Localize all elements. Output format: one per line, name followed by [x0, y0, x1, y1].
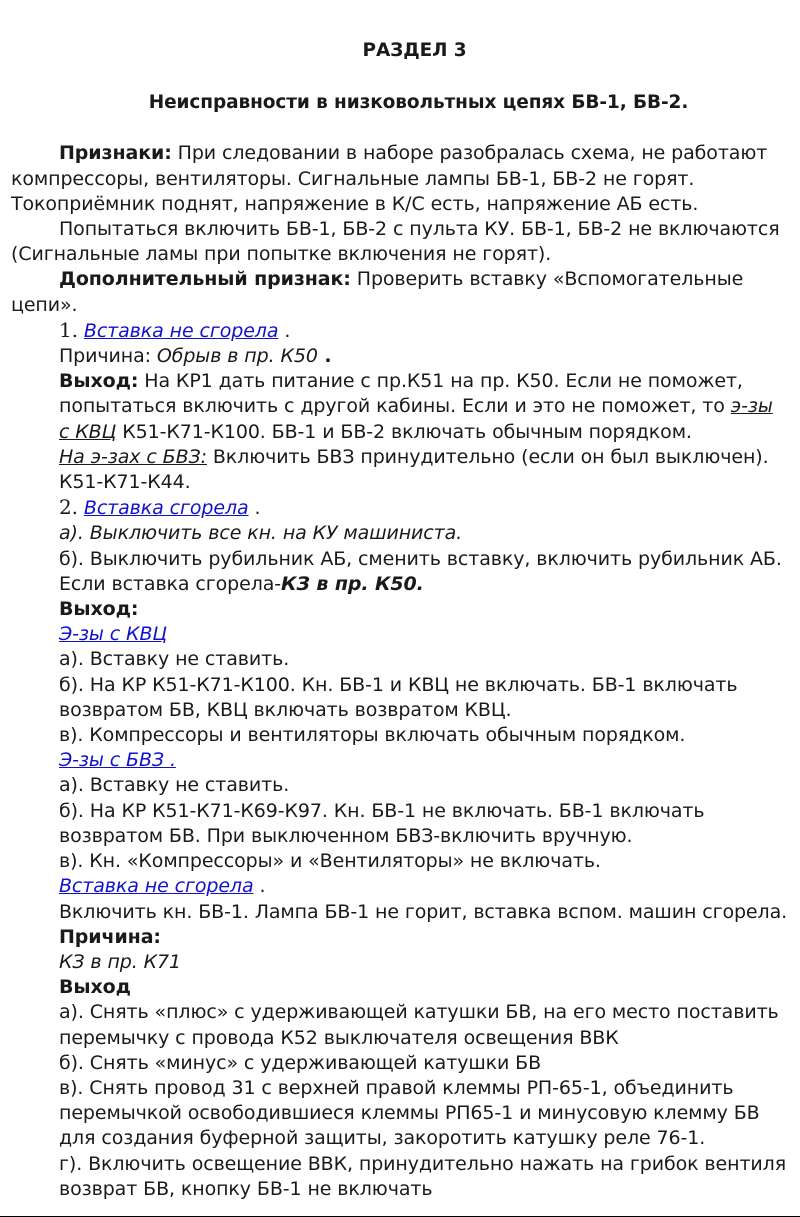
kvc-heading — [59, 622, 788, 647]
exit-2-label: Выход: — [59, 598, 139, 621]
bvz-1-text: Включить БВЗ принудительно (если он был выключен). К51-К71-К44. — [59, 445, 769, 494]
kvc-step-a: а). Вставку не ставить. — [59, 648, 290, 671]
extra-symptom-label: Дополнительный признак: — [59, 268, 351, 291]
document-title: Неисправности в низковольтных цепях БВ-1, БВ-2. — [148, 92, 689, 114]
not-burnt-link[interactable]: Вставка не сгорела — [59, 875, 254, 898]
cause-1-line — [59, 344, 788, 369]
burnt-line — [59, 572, 788, 597]
symptoms-paragraph — [11, 141, 788, 217]
exit-3-label: Выход — [59, 976, 131, 999]
bvz-2-step-a: а). Вставку не ставить. — [59, 774, 290, 797]
exit-1-paragraph — [59, 369, 788, 445]
cause-1-tail: . — [317, 345, 332, 368]
case-2-tail: . — [248, 497, 261, 520]
case-2-link[interactable]: Вставка сгорела — [83, 497, 249, 520]
kvc-step-c: в). Компрессоры и вентиляторы включать обычным порядком. — [59, 724, 686, 747]
cause-1-text: Обрыв в пр. К50 — [150, 345, 318, 368]
symptoms-label: Признаки: — [59, 142, 172, 165]
case-1-number: 1. — [59, 317, 78, 342]
case-1-heading — [59, 318, 788, 344]
extra-symptom-text: Проверить вставку «Вспомогательные цепи». — [11, 268, 744, 316]
attempt-paragraph: Попытаться включить БВ-1, БВ-2 с пульта КУ. БВ-1, БВ-2 не включаются (Сигнальные ламы при попытке включения не горят). — [11, 218, 780, 266]
exit-3-step-a: а). Снять «плюс» с удерживающей катушки БВ, на его место поставить перемычку с провода К52 выключателя освещения ВВК — [59, 1001, 779, 1049]
exit-1-text-2: К51-К71-К100. БВ-1 и БВ-2 включать обычным порядком. — [116, 420, 692, 443]
step-a-line: а). Выключить все кн. на КУ машиниста. — [59, 522, 463, 545]
case-1-block — [11, 318, 788, 1202]
symptoms-text: При следовании в наборе разобралась схема, не работают компрессоры, вентиляторы. Сигнальные лампы БВ-1, БВ-2 не горят. Токоприёмник поднят, напряжение в К/С есть, напряжение АБ есть. — [11, 142, 768, 215]
kvc-step-b: б). На КР К51-К71-К100. Кн. БВ-1 и КВЦ не включать. БВ-1 включать возвратом БВ, КВЦ включать возвратом КВЦ. — [59, 673, 738, 721]
bvz-1-paragraph — [59, 445, 788, 495]
case-2-number: 2. — [59, 495, 78, 520]
bvz-2-step-c: в). Кн. «Компрессоры» и «Вентиляторы» не включать. — [59, 850, 601, 873]
cause-2-text: КЗ в пр. К71 — [59, 950, 181, 973]
not-burnt-heading — [59, 874, 788, 899]
kvc-link[interactable]: Э-зы с КВЦ — [59, 623, 168, 646]
exit-3-step-d: г). Включить освещение ВВК, принудительно нажать на грибок вентиля возврат БВ, кнопку БВ-1 не включать — [59, 1152, 787, 1200]
case-2-heading — [59, 495, 788, 521]
exit-1-kvc-underline: э-зы с КВЦ — [59, 395, 773, 443]
bvz-2-heading — [59, 748, 788, 773]
bvz-2-tail[interactable]: . — [164, 749, 176, 772]
cause-2-label: Причина: — [59, 925, 161, 948]
bvz-2-step-b: б). На КР К51-К71-К69-К97. Кн. БВ-1 не включать. БВ-1 включать возвратом БВ. При выключенном БВЗ-включить вручную. — [59, 799, 705, 847]
exit-3-step-c: в). Снять провод 31 с верхней правой клеммы РП-65-1, объединить перемычкой освободившиеся клеммы РП65-1 и минусовую клемму БВ для создания буферной защиты, закоротить катушку реле 76-1. — [59, 1076, 760, 1150]
not-burnt-tail: . — [253, 875, 266, 898]
exit-1-label: Выход: — [59, 370, 139, 393]
not-burnt-text: Включить кн. БВ-1. Лампа БВ-1 не горит, вставка вспом. машин сгорела. — [59, 900, 788, 923]
bvz-1-underline: На э-зах с БВЗ: — [59, 445, 207, 468]
bvz-2-link[interactable]: Э-зы с БВЗ — [59, 749, 165, 772]
step-b-line: б). Выключить рубильник АБ, сменить вставку, включить рубильник АБ. — [59, 547, 782, 570]
exit-3-step-b: б). Снять «минус» с удерживающей катушки БВ — [59, 1051, 542, 1074]
case-1-tail: . — [278, 319, 291, 342]
extra-symptom-paragraph — [11, 267, 788, 317]
case-1-link[interactable]: Вставка не сгорела — [83, 319, 279, 342]
exit-1-text: На КР1 дать питание с пр.К51 на пр. К50. Если не поможет, попытаться включить с другой кабины. Если и это не поможет, то — [59, 370, 743, 418]
section-title: РАЗДЕЛ 3 — [362, 40, 467, 61]
burnt-text: Если вставка сгорела- — [59, 572, 282, 595]
burnt-cause: КЗ в пр. К50. — [281, 572, 424, 595]
cause-1-label: Причина: — [59, 345, 151, 368]
